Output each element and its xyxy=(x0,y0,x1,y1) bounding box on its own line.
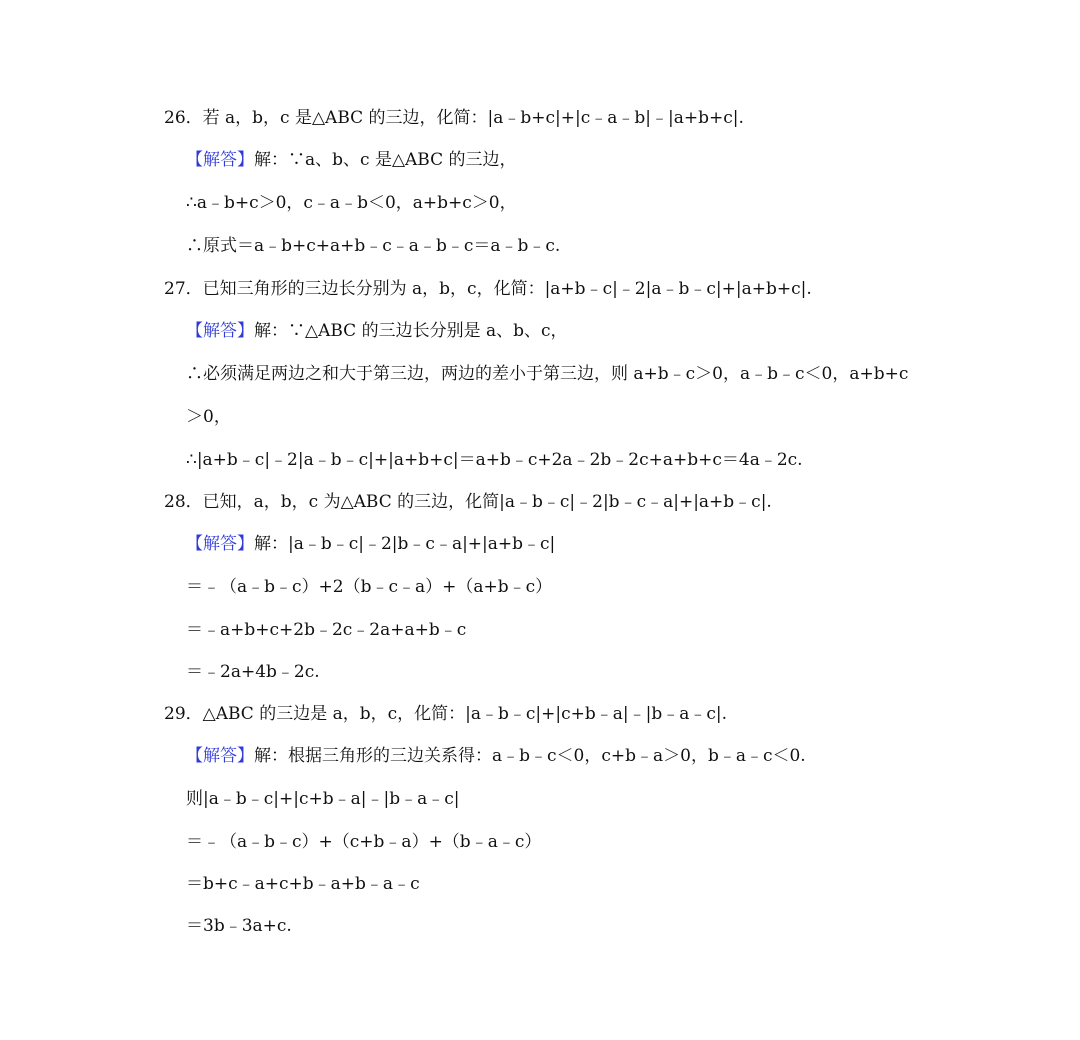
answer-28-line-1 xyxy=(186,532,555,556)
answer-26-line-1 xyxy=(186,148,517,172)
answer-26-line-3: ∴原式＝a﹣b+c+a+b﹣c﹣a﹣b﹣c＝a﹣b﹣c. xyxy=(186,236,561,256)
answer-tag: 【解答】 xyxy=(186,746,254,766)
answer-tag: 【解答】 xyxy=(186,534,254,554)
answer-29-line-1 xyxy=(186,744,806,768)
answer-29-line-4: ＝b+c﹣a+c+b﹣a+b﹣a﹣c xyxy=(186,874,420,894)
answer-28-line-3: ＝﹣a+b+c+2b﹣2c﹣2a+a+b﹣c xyxy=(186,620,467,640)
answer-text: 解：∵△ABC 的三边长分别是 a、b、c， xyxy=(254,321,568,341)
question-27: 27．已知三角形的三边长分别为 a，b，c，化简：|a+b﹣c|﹣2|a﹣b﹣c|+|a+b+c|. xyxy=(164,279,812,299)
answer-text: 解：|a﹣b﹣c|﹣2|b﹣c﹣a|+|a+b﹣c| xyxy=(254,534,556,554)
answer-29-line-3: ＝﹣（a﹣b﹣c）+（c+b﹣a）+（b﹣a﹣c） xyxy=(186,832,542,852)
answer-26-line-2: ∴a﹣b+c＞0，c﹣a﹣b＜0，a+b+c＞0， xyxy=(186,193,517,213)
answer-text: 解：根据三角形的三边关系得：a﹣b﹣c＜0，c+b﹣a＞0，b﹣a﹣c＜0. xyxy=(254,746,806,766)
answer-29-line-5: ＝3b﹣3a+c. xyxy=(186,916,292,936)
question-26: 26．若 a，b，c 是△ABC 的三边，化简：|a﹣b+c|+|c﹣a﹣b|﹣|a+b+c|. xyxy=(164,108,744,128)
answer-27-line-1 xyxy=(186,319,568,343)
question-29: 29．△ABC 的三边是 a，b，c，化简：|a﹣b﹣c|+|c+b﹣a|﹣|b﹣a﹣c|. xyxy=(164,704,728,724)
answer-28-line-2: ＝﹣（a﹣b﹣c）+2（b﹣c﹣a）+（a+b﹣c） xyxy=(186,577,553,597)
answer-tag: 【解答】 xyxy=(186,321,254,341)
answer-27-line-4: ∴|a+b﹣c|﹣2|a﹣b﹣c|+|a+b+c|＝a+b﹣c+2a﹣2b﹣2c+a+b+c＝4a﹣2c. xyxy=(186,450,803,470)
question-28: 28．已知，a，b，c 为△ABC 的三边，化简|a﹣b﹣c|﹣2|b﹣c﹣a|+|a+b﹣c|. xyxy=(164,492,772,512)
answer-28-line-4: ＝﹣2a+4b﹣2c. xyxy=(186,662,320,682)
answer-tag: 【解答】 xyxy=(186,150,254,170)
answer-text: 解：∵a、b、c 是△ABC 的三边， xyxy=(254,150,517,170)
answer-27-line-3: ＞0， xyxy=(186,407,231,427)
answer-27-line-2: ∴必须满足两边之和大于第三边，两边的差小于第三边，则 a+b﹣c＞0，a﹣b﹣c＜0，a+b+c xyxy=(186,364,909,384)
answer-29-line-2: 则|a﹣b﹣c|+|c+b﹣a|﹣|b﹣a﹣c| xyxy=(186,789,460,809)
